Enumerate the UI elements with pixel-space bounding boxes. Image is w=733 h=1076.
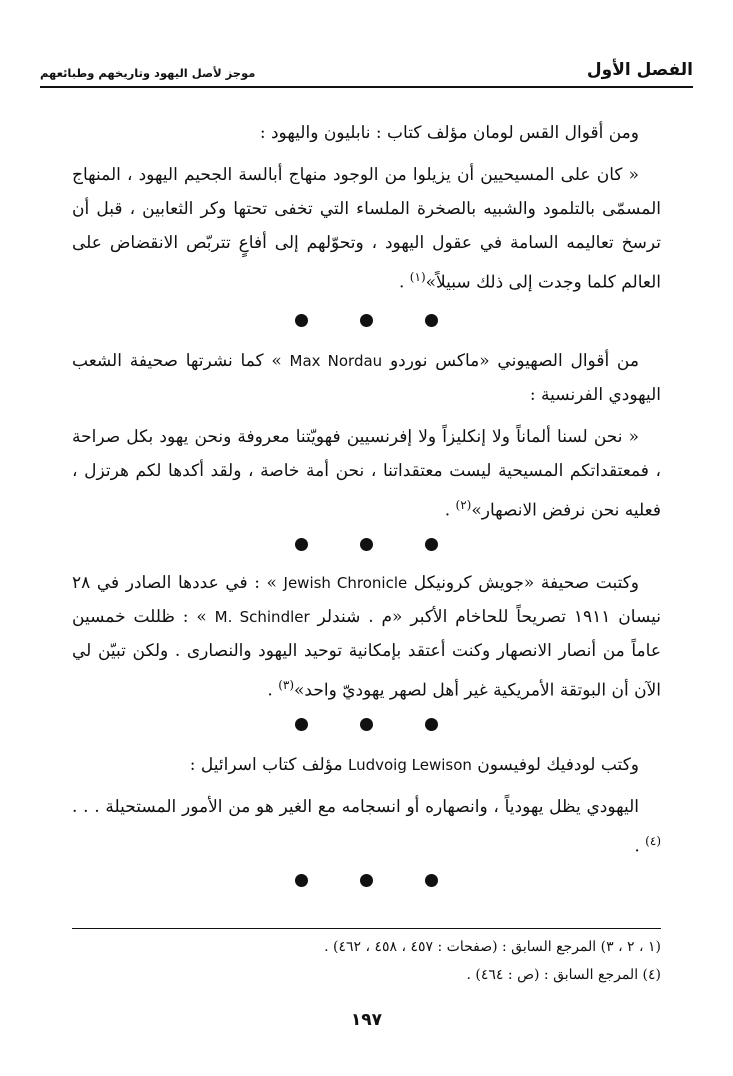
section-3-latin-name: Jewish Chronicle [283, 574, 408, 592]
section-1-intro [72, 116, 661, 150]
footnote-2: (٤) المرجع السابق : (ص : ٤٦٤) . [466, 967, 661, 983]
section-2-intro-a: من أقوال الصهيوني «ماكس نوردو [382, 351, 639, 371]
footnote-1: (١ ، ٢ ، ٣) المرجع السابق : (صفحات : ٤٥٧ ، ٤٥٨ ، ٤٦٢) . [324, 939, 661, 955]
section-4-quote-text: اليهودي يظل يهودياً ، وانصهاره أو انسجامه مع الغير هو من الأمور المستحيلة . . . [72, 797, 639, 817]
section-3-intro-b: » : في عددها الصادر في ٢٨ نيسان ١٩١١ تصريحاً للحاخام الأكبر «م . شندلر [72, 573, 661, 627]
separator-dots-1 [0, 314, 733, 327]
dot [295, 314, 308, 327]
section-4-end: . [634, 836, 646, 857]
dot [295, 538, 308, 551]
footnote-ref-4: (٤) [645, 834, 661, 848]
section-3-intro-a: وكتبت صحيفة «جويش كرونيكل [407, 573, 640, 593]
section-2-intro [72, 344, 661, 412]
section-2-latin-name: Max Nordau [289, 352, 383, 370]
section-2-end: . [444, 500, 456, 521]
section-4-intro-b: مؤلف كتاب اسرائيل : [189, 755, 348, 775]
section-1-end: . [398, 272, 410, 293]
dot [425, 874, 438, 887]
section-2-quote-text: « نحن لسنا ألماناً ولا إنكليزاً ولا إفرنسيين فهويّتنا معروفة ونحن يهود بكل صراحة ، فمعتقداتكم المسيحية ليست معتقداتنا ، نحن أمة خاصة ، ولقد أكدها لكم هرتزل ، فعليه نحن نرفض الانصهار» [72, 427, 661, 521]
dot [360, 874, 373, 887]
dot [295, 718, 308, 731]
book-title: موجز لأصل اليهود وتاريخهم وطبائعهم [40, 66, 256, 80]
footnote-ref-1: (١) [409, 270, 426, 284]
section-4-latin-name: Ludvoig Lewison [348, 756, 472, 774]
section-3-intro-c: » : ظللت خمسين عاماً من أنصار الانصهار وكنت أعتقد بإمكانية توحيد اليهود والنصارى . ولكن تبيّن لي الآن أن البوتقة الأمريكية غير أهل لصهر يهوديّ واحد» [72, 607, 661, 701]
dot [425, 718, 438, 731]
section-3-latin-name-2: M. Schindler [214, 608, 310, 626]
header-rule [40, 86, 693, 88]
section-3-end: . [267, 680, 279, 701]
footnote-ref-2: (٢) [455, 498, 472, 512]
section-4-intro [72, 748, 661, 782]
footnote-rule [72, 928, 661, 929]
section-4-quote [72, 790, 661, 864]
dot [360, 718, 373, 731]
dot [360, 538, 373, 551]
section-1-quote [72, 158, 661, 300]
section-4-intro-a: وكتب لودفيك لوفيسون [471, 755, 639, 775]
page-number: ١٩٧ [350, 1010, 383, 1030]
separator-dots-3 [0, 718, 733, 731]
footnote-ref-3: (٣) [278, 678, 295, 692]
section-1-intro-text: ومن أقوال القس لومان مؤلف كتاب : نابليون واليهود : [259, 123, 639, 143]
separator-dots-2 [0, 538, 733, 551]
section-2-intro-b: » كما نشرتها صحيفة الشعب اليهودي الفرنسية : [72, 351, 661, 405]
dot [295, 874, 308, 887]
section-3-text [72, 566, 661, 708]
dot [425, 314, 438, 327]
section-2-quote [72, 420, 661, 528]
dot [425, 538, 438, 551]
chapter-title: الفصل الأول [586, 60, 693, 80]
dot [360, 314, 373, 327]
separator-dots-4 [0, 874, 733, 887]
section-1-quote-text: « كان على المسيحيين أن يزيلوا من الوجود منهاج أبالسة الجحيم اليهود ، المنهاج المسمّى بالتلمود والشبيه بالصخرة الملساء التي تخفى تحتها وكر الثعابين ، قبل أن ترسخ تعاليمه السامة في عقول اليهود ، وتحوّلهم إلى أفاعٍ تتربّص الانقضاض على العالم كلما وجدت إلى ذلك سبيلاً» [72, 165, 661, 293]
